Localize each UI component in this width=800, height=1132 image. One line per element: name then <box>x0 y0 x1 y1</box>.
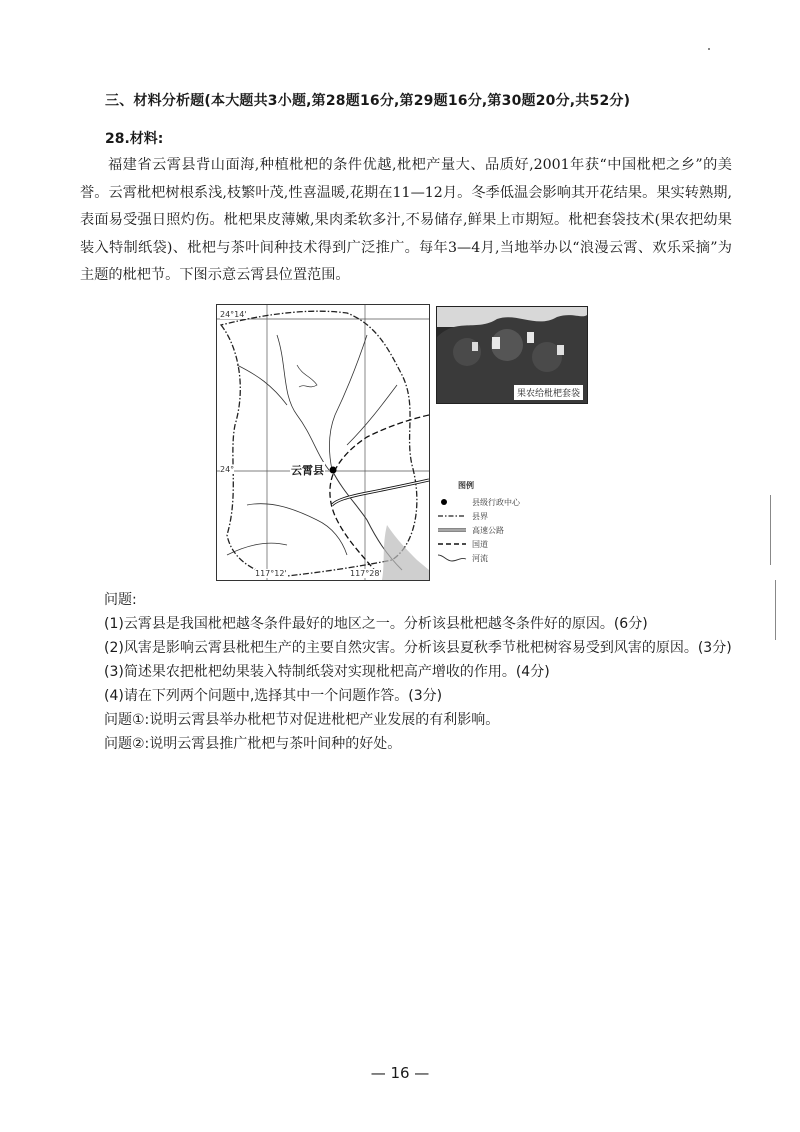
legend-label: 国道 <box>472 539 488 549</box>
county-boundary-symbol-icon <box>438 511 468 521</box>
map-legend <box>438 480 558 565</box>
longitude-label-right: 117°28' <box>350 569 382 578</box>
questions-block <box>80 588 732 756</box>
section-title: 三、材料分析题(本大题共3小题,第28题16分,第29题16分,第30题20分,共52分) <box>105 93 631 109</box>
legend-item <box>438 509 558 523</box>
questions-label: 问题: <box>104 592 137 608</box>
county-label: 云霄县 <box>291 464 324 477</box>
latitude-label-top: 24°14' <box>220 310 247 319</box>
longitude-label-left: 117°12' <box>255 569 287 578</box>
question-item: (1)云霄县是我国枇杷越冬条件最好的地区之一。分析该县枇杷越冬条件好的原因。(6分) <box>104 616 648 632</box>
alternative-question: 问题①:说明云霄县举办枇杷节对促进枇杷产业发展的有利影响。 <box>104 712 500 728</box>
legend-item <box>438 495 558 509</box>
question-item: (2)风害是影响云霄县枇杷生产的主要自然灾害。分析该县夏秋季节枇杷树容易受到风害的原因。(3分) <box>104 640 732 656</box>
legend-title: 图例 <box>458 481 474 490</box>
map-figure <box>216 304 586 580</box>
scan-mark <box>775 580 776 640</box>
legend-label: 县界 <box>472 511 488 521</box>
legend-label: 高速公路 <box>472 525 504 535</box>
map-drawing <box>217 305 429 580</box>
question-number: 28.材料: <box>105 131 164 147</box>
expressway-symbol-icon <box>438 525 468 535</box>
legend-label: 县级行政中心 <box>472 497 520 507</box>
river-symbol-icon <box>438 553 468 563</box>
scan-mark <box>770 495 771 565</box>
legend-item <box>438 537 558 551</box>
legend-label: 河流 <box>472 553 488 563</box>
question-item: (4)请在下列两个问题中,选择其中一个问题作答。(3分) <box>104 688 443 704</box>
latitude-label-mid: 24° <box>220 465 235 474</box>
page-number: — 16 — <box>370 1064 430 1082</box>
legend-item <box>438 551 558 565</box>
question-item: (3)简述果农把枇杷幼果装入特制纸袋对实现枇杷高产增收的作用。(4分) <box>104 664 550 680</box>
county-seat-dot <box>330 467 337 474</box>
photo-caption: 果农给枇杷套袋 <box>514 385 583 400</box>
legend-item <box>438 523 558 537</box>
material-text: 福建省云霄县背山面海,种植枇杷的条件优越,枇杷产量大、品质好,2001年获“中国枇杷之乡”的美誉。云霄枇杷树根系浅,枝繁叶茂,性喜温暖,花期在11—12月。冬季低温会影响其开花结果。果实转熟期,表面易受强日照灼伤。枇杷果皮薄嫩,果肉柔软多汁,不易储存,鲜果上市期短。枇杷套袋技术(果农把幼果装入特制纸袋)、枇杷与茶叶间种技术得到广泛推广。每年3—4月,当地举办以“浪漫云霄、欢乐采摘”为主题的枇杷节。下图示意云霄县位置范围。 <box>80 157 732 283</box>
location-map <box>216 304 430 581</box>
national-road-symbol-icon <box>438 539 468 549</box>
county-seat-symbol-icon <box>438 497 468 507</box>
scan-mark <box>708 48 710 50</box>
alternative-question: 问题②:说明云霄县推广枇杷与茶叶间种的好处。 <box>104 736 402 752</box>
loquat-bagging-photo <box>436 306 588 404</box>
